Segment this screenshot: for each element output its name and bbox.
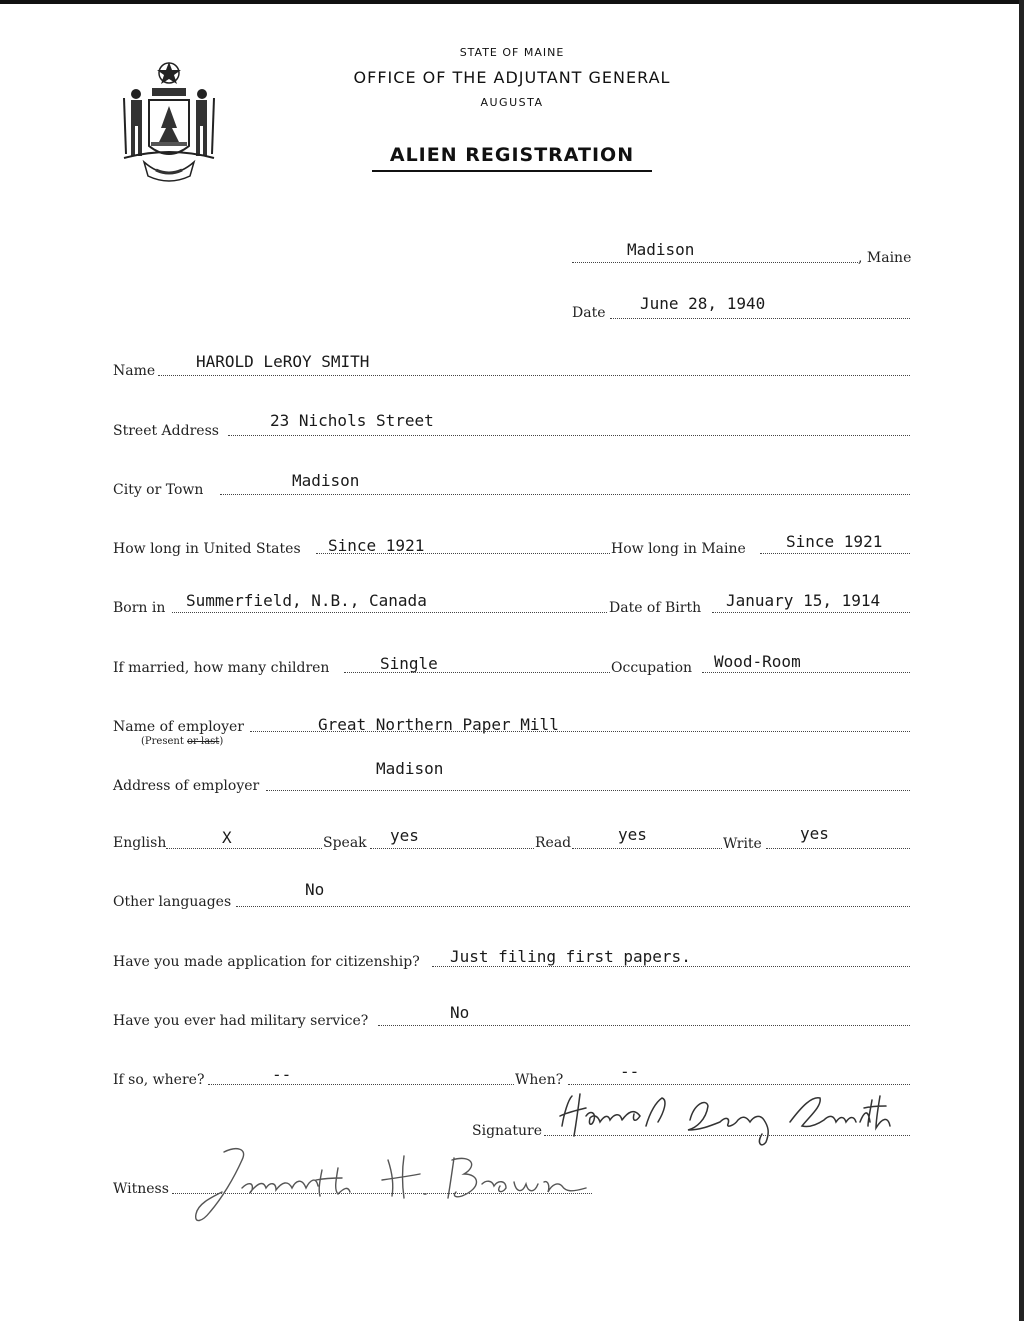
citizenship-value: Just filing first papers. — [450, 947, 691, 966]
where-label: If so, where? — [113, 1072, 205, 1088]
occupation-value: Wood-Room — [714, 652, 801, 671]
english-value: X — [222, 828, 232, 847]
witness-label: Witness — [113, 1181, 169, 1197]
when-label: When? — [515, 1072, 564, 1088]
employer-address-value: Madison — [376, 759, 444, 778]
dob-label: Date of Birth — [609, 600, 702, 616]
name-label: Name — [113, 363, 156, 379]
english-label: English — [113, 835, 167, 851]
employer-value: Great Northern Paper Mill — [318, 715, 559, 734]
place-value: Madison — [627, 240, 695, 259]
occupation-label: Occupation — [611, 660, 693, 676]
name-line — [158, 375, 910, 376]
street-line — [228, 435, 910, 436]
header-city: AUGUSTA — [480, 96, 544, 109]
born-line — [172, 612, 607, 613]
date-label: Date — [572, 305, 606, 321]
employer-label: Name of employer — [113, 719, 244, 735]
street-label: Street Address — [113, 423, 219, 439]
signature-label: Signature — [472, 1123, 543, 1139]
employer-address-label: Address of employer — [113, 778, 260, 794]
military-value: No — [450, 1003, 470, 1022]
street-value: 23 Nichols Street — [270, 411, 434, 430]
place-suffix: , Maine — [858, 250, 912, 266]
us-duration-label: How long in United States — [113, 541, 301, 557]
other-languages-label: Other languages — [113, 894, 232, 910]
speak-line — [370, 848, 534, 849]
when-line — [568, 1084, 910, 1085]
write-line — [766, 848, 910, 849]
write-value: yes — [800, 824, 829, 843]
header-office: OFFICE OF THE ADJUTANT GENERAL — [353, 68, 671, 87]
occupation-line — [702, 672, 910, 673]
maine-duration-value: Since 1921 — [786, 532, 883, 551]
speak-value: yes — [390, 826, 419, 845]
speak-label: Speak — [323, 835, 367, 851]
place-line — [572, 262, 858, 263]
form-title: ALIEN REGISTRATION — [389, 144, 635, 166]
dob-line — [712, 612, 910, 613]
born-value: Summerfield, N.B., Canada — [186, 591, 427, 610]
citizenship-label: Have you made application for citizenship? — [113, 954, 420, 970]
page-top-border — [0, 0, 1024, 4]
employer-address-line — [266, 790, 910, 791]
us-duration-value: Since 1921 — [328, 536, 425, 555]
city-value: Madison — [292, 471, 360, 490]
born-label: Born in — [113, 600, 166, 616]
english-line — [166, 848, 322, 849]
read-label: Read — [535, 835, 572, 851]
write-label: Write — [723, 836, 762, 852]
date-line — [610, 318, 910, 319]
children-value: Single — [380, 654, 438, 673]
read-line — [572, 848, 722, 849]
city-line — [220, 494, 910, 495]
other-languages-line — [236, 906, 910, 907]
military-line — [378, 1025, 910, 1026]
where-value: -- — [272, 1065, 292, 1084]
military-label: Have you ever had military service? — [113, 1013, 369, 1029]
when-value: -- — [620, 1062, 640, 1081]
employer-sublabel: (Present or last) — [141, 736, 224, 747]
name-value: HAROLD LeROY SMITH — [196, 352, 370, 371]
read-value: yes — [618, 825, 647, 844]
dob-value: January 15, 1914 — [726, 591, 881, 610]
witness-handwriting — [176, 1140, 606, 1230]
citizenship-line — [432, 966, 910, 967]
children-label: If married, how many children — [113, 660, 330, 676]
maine-duration-line — [760, 553, 910, 554]
maine-duration-label: How long in Maine — [611, 541, 746, 557]
where-line — [208, 1084, 514, 1085]
header-state: STATE OF MAINE — [459, 46, 565, 59]
page-right-border — [1019, 0, 1024, 1321]
date-value: June 28, 1940 — [640, 294, 766, 313]
title-underline — [372, 170, 652, 172]
other-languages-value: No — [305, 880, 325, 899]
city-label: City or Town — [113, 482, 204, 498]
